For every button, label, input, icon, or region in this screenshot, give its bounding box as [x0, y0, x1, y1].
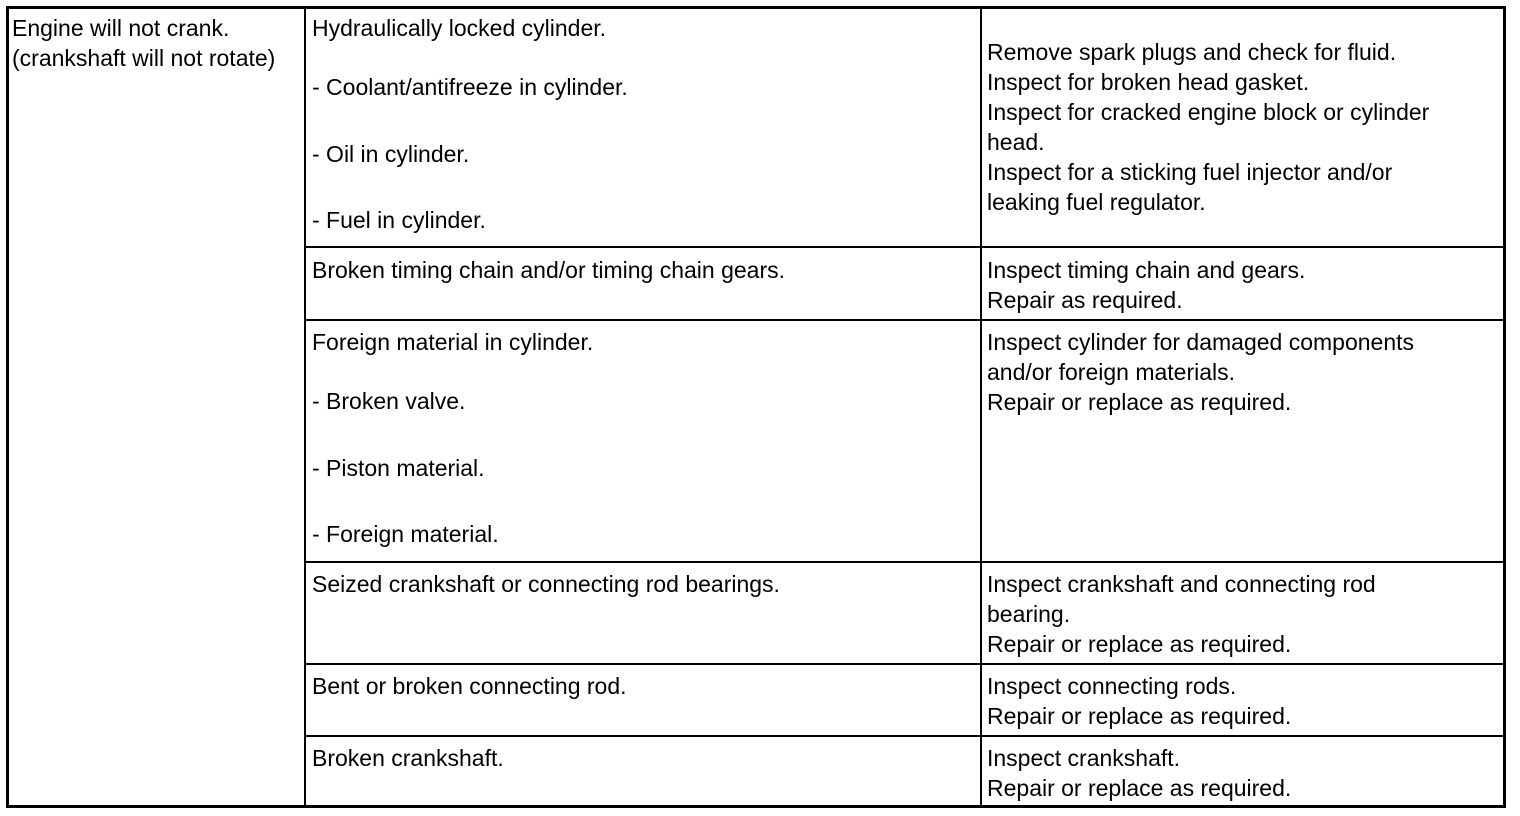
symptom-line: Engine will not crank.: [12, 15, 230, 41]
cause-sub-item: - Foreign material.: [312, 521, 499, 547]
cause-sub-item: - Broken valve.: [312, 388, 466, 414]
action-line: and/or foreign materials.: [987, 359, 1236, 385]
action-line: Repair as required.: [987, 287, 1183, 313]
action-line: Inspect for a sticking fuel injector and/or: [987, 159, 1393, 185]
row-divider: [305, 246, 1505, 248]
cause-sub-item: - Oil in cylinder.: [312, 141, 470, 167]
action-line: Inspect timing chain and gears.: [987, 257, 1306, 283]
cause-main: Bent or broken connecting rod.: [312, 673, 627, 699]
action-line: Repair or replace as required.: [987, 631, 1292, 657]
action-line: Inspect for broken head gasket.: [987, 69, 1310, 95]
action-line: Repair or replace as required.: [987, 703, 1292, 729]
action-line: Repair or replace as required.: [987, 389, 1292, 415]
column-divider-symptom: [304, 6, 306, 808]
action-line: bearing.: [987, 601, 1071, 627]
symptom-line: (crankshaft will not rotate): [12, 45, 276, 71]
row-divider: [305, 561, 1505, 563]
action-line: Repair or replace as required.: [987, 775, 1292, 801]
row-divider: [305, 319, 1505, 321]
cause-main: Broken crankshaft.: [312, 745, 504, 771]
cause-main: Broken timing chain and/or timing chain gears.: [312, 257, 786, 283]
action-line: Remove spark plugs and check for fluid.: [987, 39, 1397, 65]
action-line: head.: [987, 129, 1045, 155]
action-line: Inspect crankshaft.: [987, 745, 1181, 771]
action-line: Inspect for cracked engine block or cylinder: [987, 99, 1430, 125]
column-divider-cause: [980, 6, 982, 808]
action-line: Inspect connecting rods.: [987, 673, 1237, 699]
cause-main: Foreign material in cylinder.: [312, 329, 594, 355]
cause-main: Hydraulically locked cylinder.: [312, 15, 607, 41]
row-divider: [305, 663, 1505, 665]
row-divider: [305, 735, 1505, 737]
action-line: leaking fuel regulator.: [987, 189, 1206, 215]
cause-sub-item: - Coolant/antifreeze in cylinder.: [312, 74, 628, 100]
cause-sub-item: - Fuel in cylinder.: [312, 207, 486, 233]
cause-sub-item: - Piston material.: [312, 455, 485, 481]
action-line: Inspect crankshaft and connecting rod: [987, 571, 1376, 597]
action-line: Inspect cylinder for damaged components: [987, 329, 1415, 355]
cause-main: Seized crankshaft or connecting rod bearings.: [312, 571, 780, 597]
